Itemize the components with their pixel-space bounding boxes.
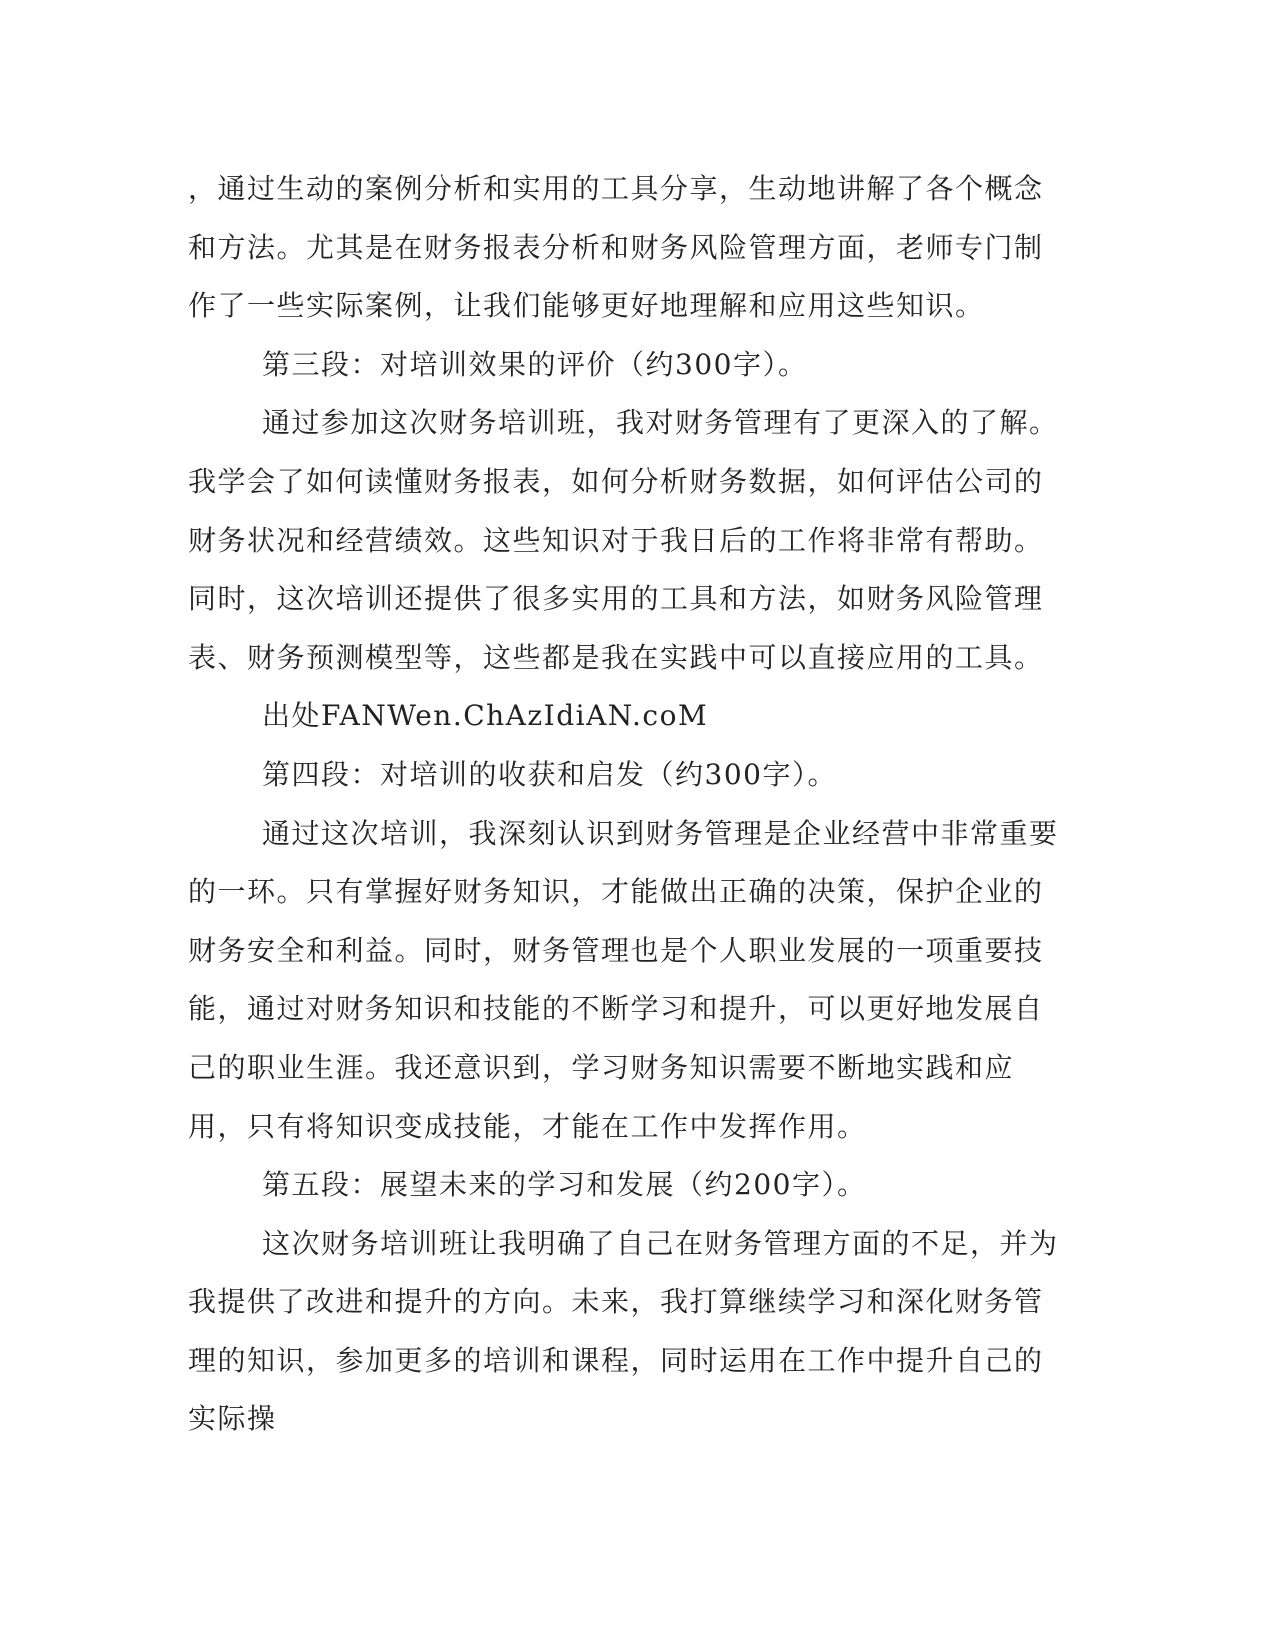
paragraph-3: 通过参加这次财务培训班，我对财务管理有了更深入的了解。我学会了如何读懂财务报表，如何分析财务数据，如何评估公司的财务状况和经营绩效。这些知识对于我日后的工作将非常有帮助。同时，这次培训还提供了很多实用的工具和方法，如财务风险管理表、财务预测模型等，这些都是我在实践中可以直接应用的工具。 bbox=[188, 406, 1059, 674]
paragraph-5: 这次财务培训班让我明确了自己在财务管理方面的不足，并为我提供了改进和提升的方向。未来，我打算继续学习和深化财务管理的知识，参加更多的培训和课程，同时运用在工作中提升自己的实际操 bbox=[188, 1226, 1059, 1436]
source-line: 出处FANWen.ChAzIdiAN.coM bbox=[262, 699, 709, 733]
document-body bbox=[188, 160, 1068, 1449]
section-heading-3: 第三段：对培训效果的评价（约300字）。 bbox=[262, 347, 808, 381]
paragraph-4: 通过这次培训，我深刻认识到财务管理是企业经营中非常重要的一环。只有掌握好财务知识，才能做出正确的决策，保护企业的财务安全和利益。同时，财务管理也是个人职业发展的一项重要技能，通过对财务知识和技能的不断学习和提升，可以更好地发展自己的职业生涯。我还意识到，学习财务知识需要不断地实践和应用，只有将知识变成技能，才能在工作中发挥作用。 bbox=[188, 816, 1059, 1143]
section-heading-5: 第五段：展望未来的学习和发展（约200字）。 bbox=[262, 1168, 867, 1202]
paragraph-continued: ，通过生动的案例分析和实用的工具分享，生动地讲解了各个概念和方法。尤其是在财务报表分析和财务风险管理方面，老师专门制作了一些实际案例，让我们能够更好地理解和应用这些知识。 bbox=[188, 172, 1044, 323]
section-heading-4: 第四段：对培训的收获和启发（约300字）。 bbox=[262, 757, 837, 791]
